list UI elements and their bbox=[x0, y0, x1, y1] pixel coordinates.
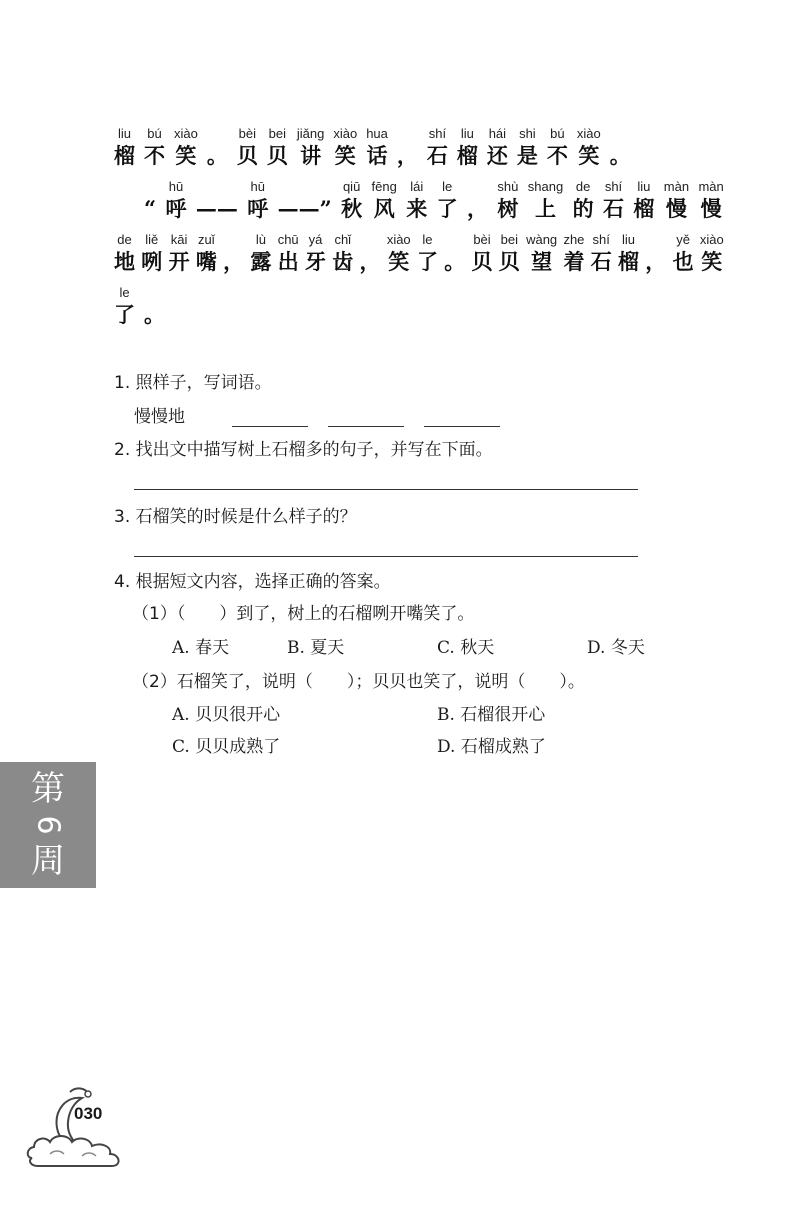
passage-line bbox=[114, 179, 724, 223]
hanzi: ， bbox=[467, 196, 489, 221]
hanzi: 话 bbox=[366, 143, 388, 168]
ruby-pair bbox=[698, 179, 723, 223]
ruby-pair bbox=[144, 179, 156, 223]
ruby-pair bbox=[372, 179, 397, 223]
hanzi: 。 bbox=[144, 302, 165, 327]
answer-blank-1a[interactable] bbox=[232, 426, 308, 427]
hanzi: ——” bbox=[277, 196, 332, 221]
ruby-pair bbox=[417, 232, 438, 276]
ruby-pair bbox=[397, 126, 418, 170]
pinyin: le bbox=[422, 232, 433, 247]
q4-2-option-a[interactable]: A. 贝贝很开心 bbox=[172, 705, 281, 725]
ruby-pair bbox=[114, 126, 135, 170]
ruby-pair bbox=[444, 232, 465, 276]
hanzi: 出 bbox=[277, 249, 299, 274]
question-1: 1. 照样子，写词语。 bbox=[114, 373, 272, 393]
answer-line-2[interactable] bbox=[134, 489, 638, 490]
hanzi: 也 bbox=[672, 249, 694, 274]
ruby-pair bbox=[278, 232, 299, 276]
hanzi: 榴 bbox=[456, 143, 478, 168]
q4-1-option-b[interactable]: B. 夏天 bbox=[287, 638, 345, 658]
ruby-pair bbox=[517, 126, 538, 170]
pinyin: de bbox=[575, 179, 591, 194]
hanzi: 嘴 bbox=[195, 249, 217, 274]
page-number: 030 bbox=[74, 1104, 103, 1123]
ruby-pair bbox=[114, 285, 135, 329]
pinyin: hái bbox=[488, 126, 507, 141]
hanzi: 的 bbox=[572, 196, 594, 221]
hanzi: 树 bbox=[497, 196, 519, 221]
ruby-pair bbox=[610, 126, 631, 170]
ruby-pair bbox=[267, 126, 288, 170]
hanzi: 榴 bbox=[633, 196, 655, 221]
question-2: 2. 找出文中描写树上石榴多的句子，并写在下面。 bbox=[114, 440, 493, 460]
pinyin: màn bbox=[698, 179, 724, 194]
hanzi: 石 bbox=[603, 196, 624, 221]
pinyin: shang bbox=[527, 179, 564, 194]
ruby-pair bbox=[144, 285, 165, 329]
answer-blank-1c[interactable] bbox=[424, 426, 500, 427]
hanzi: 不 bbox=[546, 143, 568, 168]
passage-line bbox=[114, 285, 724, 329]
hanzi: 笑 bbox=[701, 249, 723, 274]
passage-line bbox=[114, 126, 724, 170]
ruby-pair bbox=[633, 179, 654, 223]
hanzi: 贝 bbox=[498, 249, 520, 274]
ruby-pair bbox=[114, 232, 135, 276]
pinyin: bei bbox=[500, 232, 518, 247]
pinyin: hū bbox=[250, 179, 265, 194]
ruby-pair bbox=[247, 179, 268, 223]
passage-line bbox=[114, 232, 724, 276]
pinyin: bèi bbox=[238, 126, 257, 141]
hanzi: 笑 bbox=[175, 143, 197, 168]
pinyin: shí bbox=[604, 179, 623, 194]
pinyin: xiào bbox=[386, 232, 411, 247]
hanzi: 露 bbox=[250, 249, 272, 274]
hanzi: 不 bbox=[144, 143, 165, 168]
ruby-pair bbox=[618, 232, 639, 276]
pinyin: hua bbox=[366, 126, 388, 141]
pinyin: zhe bbox=[563, 232, 585, 247]
ruby-pair bbox=[457, 126, 478, 170]
pinyin: liu bbox=[117, 126, 131, 141]
ruby-pair bbox=[437, 179, 458, 223]
pinyin: liu bbox=[460, 126, 474, 141]
hanzi: 了 bbox=[436, 196, 458, 221]
ruby-pair bbox=[528, 179, 563, 223]
hanzi: 了 bbox=[416, 249, 438, 274]
pinyin: lái bbox=[410, 179, 424, 194]
ruby-pair bbox=[547, 126, 568, 170]
hanzi: —— bbox=[195, 196, 238, 221]
hanzi: ， bbox=[645, 249, 667, 274]
q4-1-option-d[interactable]: D. 冬天 bbox=[587, 638, 645, 658]
pinyin: jiǎng bbox=[296, 126, 325, 141]
ruby-pair bbox=[341, 179, 362, 223]
question-4-sub-2: （2）石榴笑了，说明（ ）；贝贝也笑了，说明（ ）。 bbox=[132, 672, 585, 692]
moon-cloud-icon bbox=[24, 1080, 130, 1172]
ruby-pair bbox=[297, 126, 324, 170]
hanzi: 。 bbox=[206, 143, 228, 168]
ruby-pair bbox=[332, 232, 353, 276]
question-3: 3. 石榴笑的时候是什么样子的？ bbox=[114, 507, 357, 527]
hanzi: ， bbox=[396, 143, 418, 168]
ruby-pair bbox=[250, 232, 271, 276]
hanzi: 齿 bbox=[332, 249, 354, 274]
hanzi: 着 bbox=[563, 249, 585, 274]
pinyin: xiào bbox=[174, 126, 198, 141]
pinyin: liu bbox=[637, 179, 651, 194]
pinyin: lù bbox=[255, 232, 266, 247]
hanzi: 上 bbox=[535, 196, 556, 221]
pinyin: xiào bbox=[576, 126, 601, 141]
hanzi: 呼 bbox=[165, 196, 187, 221]
ruby-pair bbox=[700, 232, 724, 276]
hanzi: 榴 bbox=[114, 143, 135, 168]
hanzi: 来 bbox=[406, 196, 428, 221]
pinyin: chū bbox=[277, 232, 299, 247]
hanzi: 笑 bbox=[578, 143, 600, 168]
ruby-pair bbox=[169, 232, 190, 276]
pinyin: qiū bbox=[342, 179, 361, 194]
hanzi: 。 bbox=[444, 249, 466, 274]
ruby-pair bbox=[591, 232, 612, 276]
hanzi: 牙 bbox=[304, 249, 326, 274]
ruby-pair bbox=[526, 232, 557, 276]
ruby-pair bbox=[427, 126, 448, 170]
ruby-pair bbox=[333, 126, 357, 170]
week-side-tab bbox=[0, 762, 96, 888]
hanzi: “ bbox=[144, 196, 157, 221]
ruby-pair bbox=[223, 232, 244, 276]
ruby-pair bbox=[144, 126, 165, 170]
hanzi: 。 bbox=[609, 143, 631, 168]
week-tab-zhou: 周 bbox=[31, 841, 65, 881]
hanzi: 慢 bbox=[700, 196, 722, 221]
hanzi: 贝 bbox=[236, 143, 258, 168]
pinyin: xiào bbox=[333, 126, 358, 141]
hanzi: ， bbox=[359, 249, 381, 274]
pinyin: bèi bbox=[473, 232, 491, 247]
ruby-pair bbox=[196, 232, 217, 276]
pinyin: liu bbox=[621, 232, 635, 247]
ruby-pair bbox=[664, 179, 689, 223]
ruby-pair bbox=[472, 232, 493, 276]
answer-line-3[interactable] bbox=[134, 556, 638, 557]
hanzi: 开 bbox=[168, 249, 190, 274]
ruby-pair bbox=[366, 126, 388, 170]
hanzi: 咧 bbox=[141, 249, 163, 274]
ruby-pair bbox=[406, 179, 427, 223]
hanzi: 笑 bbox=[388, 249, 410, 274]
pinyin: shí bbox=[592, 232, 610, 247]
ruby-pair bbox=[499, 232, 520, 276]
ruby-pair bbox=[673, 232, 694, 276]
hanzi: 望 bbox=[531, 249, 553, 274]
ruby-pair bbox=[387, 232, 411, 276]
pinyin: wàng bbox=[526, 232, 558, 247]
ruby-pair bbox=[487, 126, 508, 170]
answer-blank-1b[interactable] bbox=[328, 426, 404, 427]
week-tab-di: 第 bbox=[31, 769, 65, 809]
hanzi: 笑 bbox=[334, 143, 356, 168]
ruby-pair bbox=[237, 126, 258, 170]
pinyin: shí bbox=[428, 126, 447, 141]
pinyin: le bbox=[119, 285, 130, 300]
pinyin: hū bbox=[168, 179, 184, 194]
hanzi: ， bbox=[223, 249, 245, 274]
pinyin: chǐ bbox=[334, 232, 352, 247]
ruby-pair bbox=[196, 179, 238, 223]
pinyin: le bbox=[442, 179, 453, 194]
hanzi: 地 bbox=[114, 249, 135, 274]
hanzi: 贝 bbox=[471, 249, 493, 274]
ruby-pair bbox=[577, 126, 601, 170]
hanzi: 石 bbox=[590, 249, 612, 274]
hanzi: 榴 bbox=[618, 249, 639, 274]
ruby-pair bbox=[467, 179, 488, 223]
hanzi: 呼 bbox=[247, 196, 269, 221]
ruby-pair bbox=[360, 232, 381, 276]
hanzi: 是 bbox=[516, 143, 538, 168]
q4-2-option-c[interactable]: C. 贝贝成熟了 bbox=[172, 737, 281, 757]
question-1-example: 慢慢地 bbox=[134, 407, 185, 427]
ruby-pair bbox=[563, 232, 584, 276]
hanzi: 风 bbox=[373, 196, 395, 221]
pinyin: shi bbox=[519, 126, 536, 141]
hanzi: 贝 bbox=[266, 143, 288, 168]
ruby-pair bbox=[603, 179, 624, 223]
pinyin: màn bbox=[663, 179, 690, 194]
q4-1-option-c[interactable]: C. 秋天 bbox=[437, 638, 495, 658]
question-4-sub-1: （1）（ ）到了，树上的石榴咧开嘴笑了。 bbox=[132, 604, 475, 624]
pinyin: yá bbox=[308, 232, 323, 247]
hanzi: 慢 bbox=[665, 196, 687, 221]
pinyin: bei bbox=[268, 126, 287, 141]
pinyin: de bbox=[117, 232, 132, 247]
q4-2-option-b[interactable]: B. 石榴很开心 bbox=[437, 705, 546, 725]
hanzi: 了 bbox=[114, 302, 135, 327]
pinyin: fēng bbox=[371, 179, 397, 194]
hanzi: 秋 bbox=[341, 196, 363, 221]
ruby-pair bbox=[207, 126, 228, 170]
hanzi: 还 bbox=[486, 143, 508, 168]
pinyin: zuǐ bbox=[198, 232, 215, 247]
pinyin: bú bbox=[147, 126, 162, 141]
ruby-pair bbox=[497, 179, 518, 223]
week-tab-number: 6 bbox=[31, 815, 66, 835]
q4-2-option-d[interactable]: D. 石榴成熟了 bbox=[437, 737, 546, 757]
q4-1-option-a[interactable]: A. 春天 bbox=[172, 638, 230, 658]
ruby-pair bbox=[165, 179, 186, 223]
ruby-pair bbox=[174, 126, 198, 170]
ruby-pair bbox=[278, 179, 332, 223]
pinyin: kāi bbox=[170, 232, 188, 247]
hanzi: 石 bbox=[426, 143, 448, 168]
pinyin: bú bbox=[550, 126, 565, 141]
ruby-pair bbox=[141, 232, 162, 276]
ruby-pair bbox=[305, 232, 326, 276]
pinyin: xiào bbox=[699, 232, 724, 247]
pinyin: shù bbox=[497, 179, 519, 194]
pinyin: liě bbox=[145, 232, 159, 247]
question-4: 4. 根据短文内容，选择正确的答案。 bbox=[114, 572, 391, 592]
ruby-pair bbox=[573, 179, 594, 223]
pinyin: yě bbox=[676, 232, 690, 247]
ruby-pair bbox=[645, 232, 666, 276]
hanzi: 讲 bbox=[300, 143, 322, 168]
